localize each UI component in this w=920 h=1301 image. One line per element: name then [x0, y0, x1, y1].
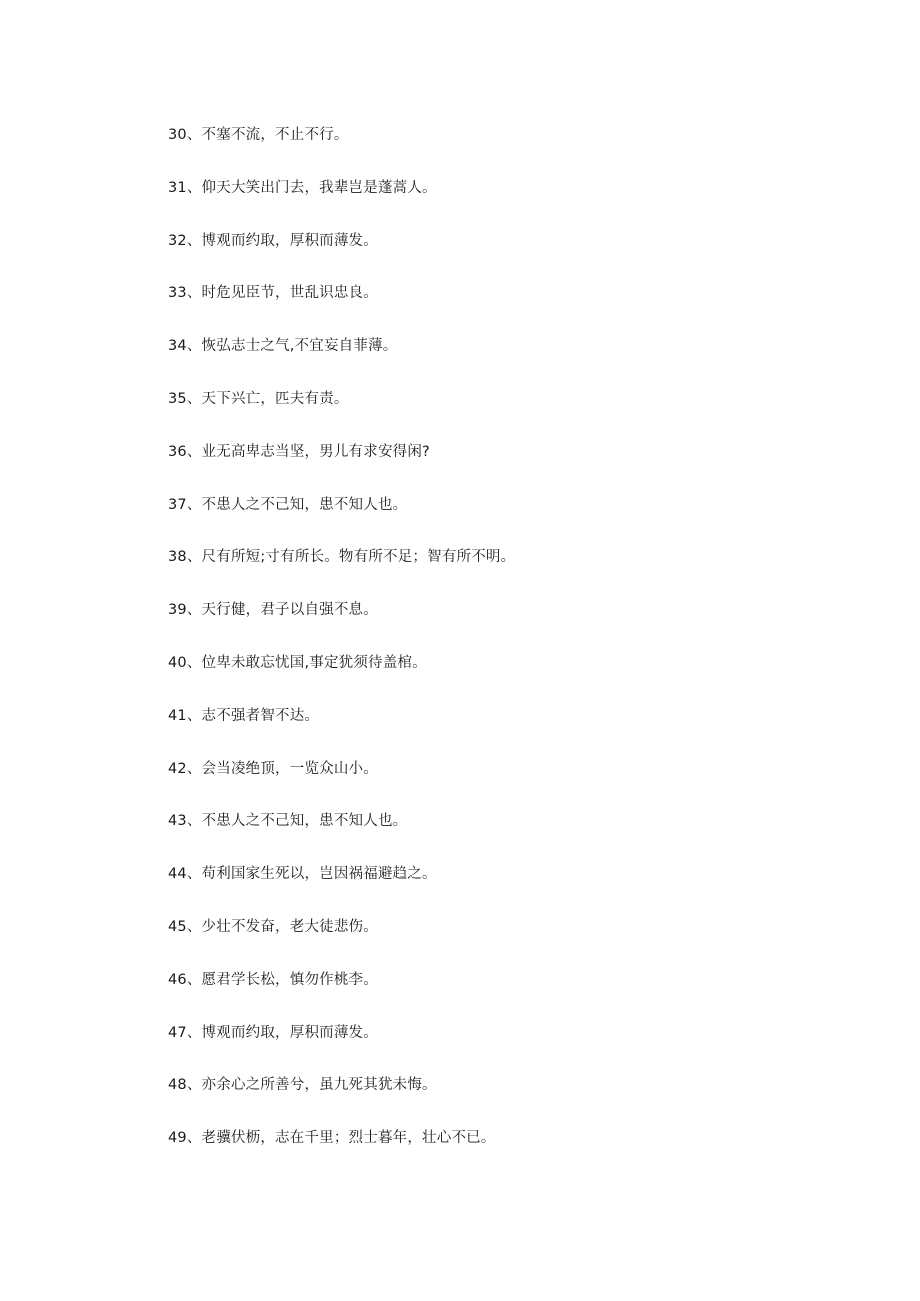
- quote-line: 49、老骥伏枥，志在千里；烈士暮年，壮心不已。: [168, 1130, 496, 1147]
- quote-line: 32、博观而约取，厚积而薄发。: [168, 232, 378, 249]
- quote-line: 41、志不强者智不达。: [168, 707, 320, 724]
- quote-line: 34、恢弘志士之气,不宜妄自菲薄。: [168, 338, 398, 355]
- quote-line: 40、位卑未敢忘忧国,事定犹须待盖棺。: [168, 654, 427, 671]
- quote-list: [168, 122, 868, 1178]
- quote-line: 39、天行健，君子以自强不息。: [168, 602, 378, 619]
- quote-line: 30、不塞不流，不止不行。: [168, 127, 349, 143]
- quote-line: 35、天下兴亡，匹夫有责。: [168, 390, 349, 407]
- quote-line: 43、不患人之不己知，患不知人也。: [168, 813, 408, 830]
- quote-line: 47、博观而约取，厚积而薄发。: [168, 1024, 378, 1041]
- quote-line: 45、少壮不发奋，老大徒悲伤。: [168, 918, 378, 935]
- quote-line: 38、尺有所短;寸有所长。物有所不足；智有所不明。: [168, 549, 516, 566]
- quote-line: 37、不患人之不己知，患不知人也。: [168, 496, 408, 513]
- quote-line: 31、仰天大笑出门去，我辈岂是蓬蒿人。: [168, 179, 437, 196]
- quote-line: 33、时危见臣节，世乱识忠良。: [168, 285, 378, 302]
- quote-line: 44、苟利国家生死以，岂因祸福避趋之。: [168, 866, 437, 883]
- quote-line: 46、愿君学长松，慎勿作桃李。: [168, 971, 378, 988]
- quote-line: 36、业无高卑志当坚，男儿有求安得闲?: [168, 443, 430, 460]
- quote-line: 48、亦余心之所善兮，虽九死其犹未悔。: [168, 1077, 437, 1094]
- quote-line: 42、会当凌绝顶，一览众山小。: [168, 760, 378, 777]
